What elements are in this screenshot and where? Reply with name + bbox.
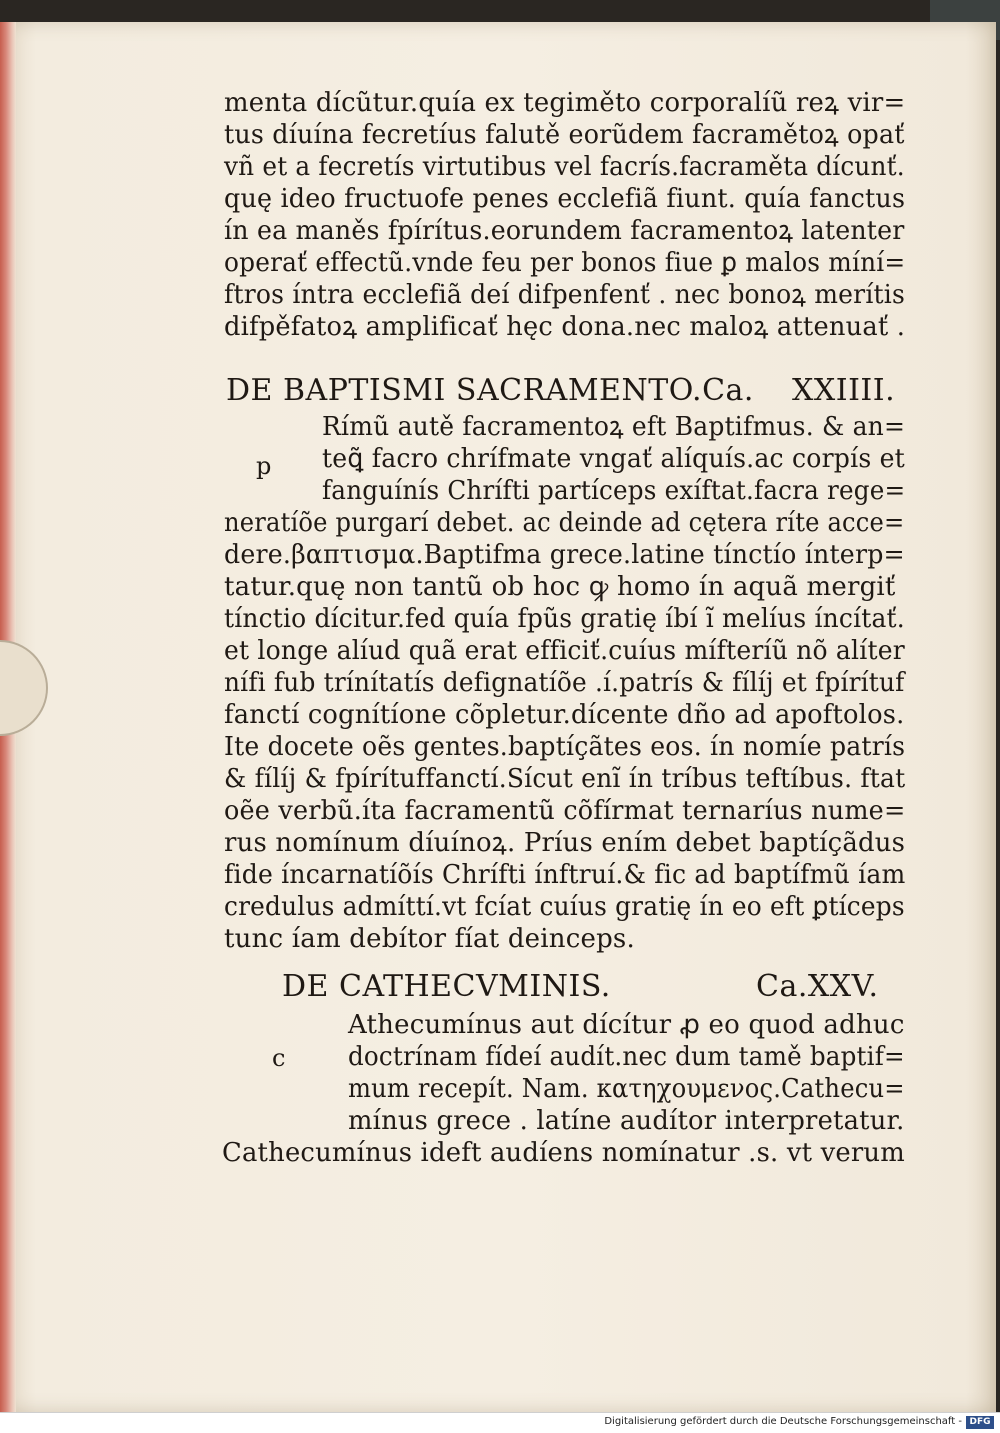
initial-guide-letter: p [256,452,272,480]
dfg-logo: DFG [966,1416,994,1429]
text-line: ín ea maněs fpírítus.eorundem facramentoꝝ latenter [224,216,905,246]
text-line: fanctí cognítíone cõpletur.dícente dño ad apoftolos. [224,700,905,730]
chapter-number: Ca.XXV. [756,969,879,1004]
text-line: fanguínís Chrífti partíceps exíftat.facra rege= [322,476,906,506]
text-line: fide íncarnatíõís Chrífti ínftruí.& fic ad baptífmũ íam [224,860,906,890]
text-line: tus díuína fecretíus falutě eorũdem facramětoꝝ opať [224,120,905,150]
text-line: tunc íam debítor fíat deinceps. [224,924,635,954]
text-line: vñ et a fecretís virtutibus vel facrís.facraměta dícunť. [224,152,905,182]
text-line: rus nomínum díuínoꝝ. Príus ením debet baptíçãdus [224,828,906,858]
text-line: operať effectũ.vnde feu per bonos fiue ꝑ malos míní= [224,248,906,278]
text-line: difpěfatoꝝ amplificať hęc dona.nec maloꝝ attenuať . [224,312,906,342]
text-line: et longe alíud quã erat efficiť.cuíus mífteríũ nõ alíter [224,636,905,666]
chapter-number: XXIIII. [792,373,896,408]
text-line: doctrínam fídeí audít.nec dum tamě baptif= [348,1042,905,1072]
text-line: & fílíj & fpírítuffanctí.Sícut enĩ ín tríbus teftíbus. ftat [224,764,906,794]
digitization-footer [0,1412,1000,1433]
text-line: Cathecumínus ideft audíens nomínatur .s. vt verum [222,1138,905,1168]
text-line: oẽe verbũ.íta facramentũ cõfírmat ternaríus nume= [224,796,906,826]
chapter-heading: DE BAPTISMI SACRAMENTO.Ca. [226,373,754,408]
text-line: ftros íntra ecclefiã deí difpenfenť . nec bonoꝝ merítis [224,280,906,310]
text-line: nífi fub trínítatís defignatíõe .í.patrís & fílíj et fpírítuf [224,668,905,698]
text-line: menta dícũtur.quía ex tegiměto corporalíũ reꝝ vir= [224,88,906,118]
funding-credit: Digitalisierung gefördert durch die Deutsche Forschungsgemeinschaft - [604,1416,962,1427]
text-line: Athecumínus aut dícítur ꝓ eo quod adhuc [348,1010,905,1040]
text-line: tatur.quę non tantũ ob hoc ꝙ homo ín aquã mergiť [224,572,896,602]
text-line: Ite docete oẽs gentes.baptíçãtes eos. ín nomíe patrís [224,732,906,762]
chapter-heading: DE CATHECVMINIS. [282,969,611,1004]
text-line: quę ideo fructuofe penes ecclefiã fiunt. quía fanctus [224,184,906,214]
initial-guide-letter: c [272,1044,286,1072]
text-line: neratíõe purgarí debet. ac deinde ad cętera ríte acce= [224,508,905,538]
text-line: dere.βαπτισμα.Baptifma grece.latine tínctío ínterp= [224,540,905,570]
text-line: mum recepít. Nam. κατηχουμενος.Cathecu= [348,1074,905,1104]
text-line: Rímũ autě facramentoꝝ eft Baptifmus. & an= [322,412,906,442]
text-line: mínus grece . latíne audítor interpretatur. [348,1106,905,1136]
text-line: credulus admíttí.vt fcíat cuíus gratię ín eo eft ꝑtíceps [224,892,905,922]
text-line: teꝗ̃ facro chrífmate vngať alíquís.ac corpís et [322,444,905,474]
text-line: tínctio dícitur.fed quía fpũs gratię íbí ĩ melíus íncítať. [224,604,905,634]
